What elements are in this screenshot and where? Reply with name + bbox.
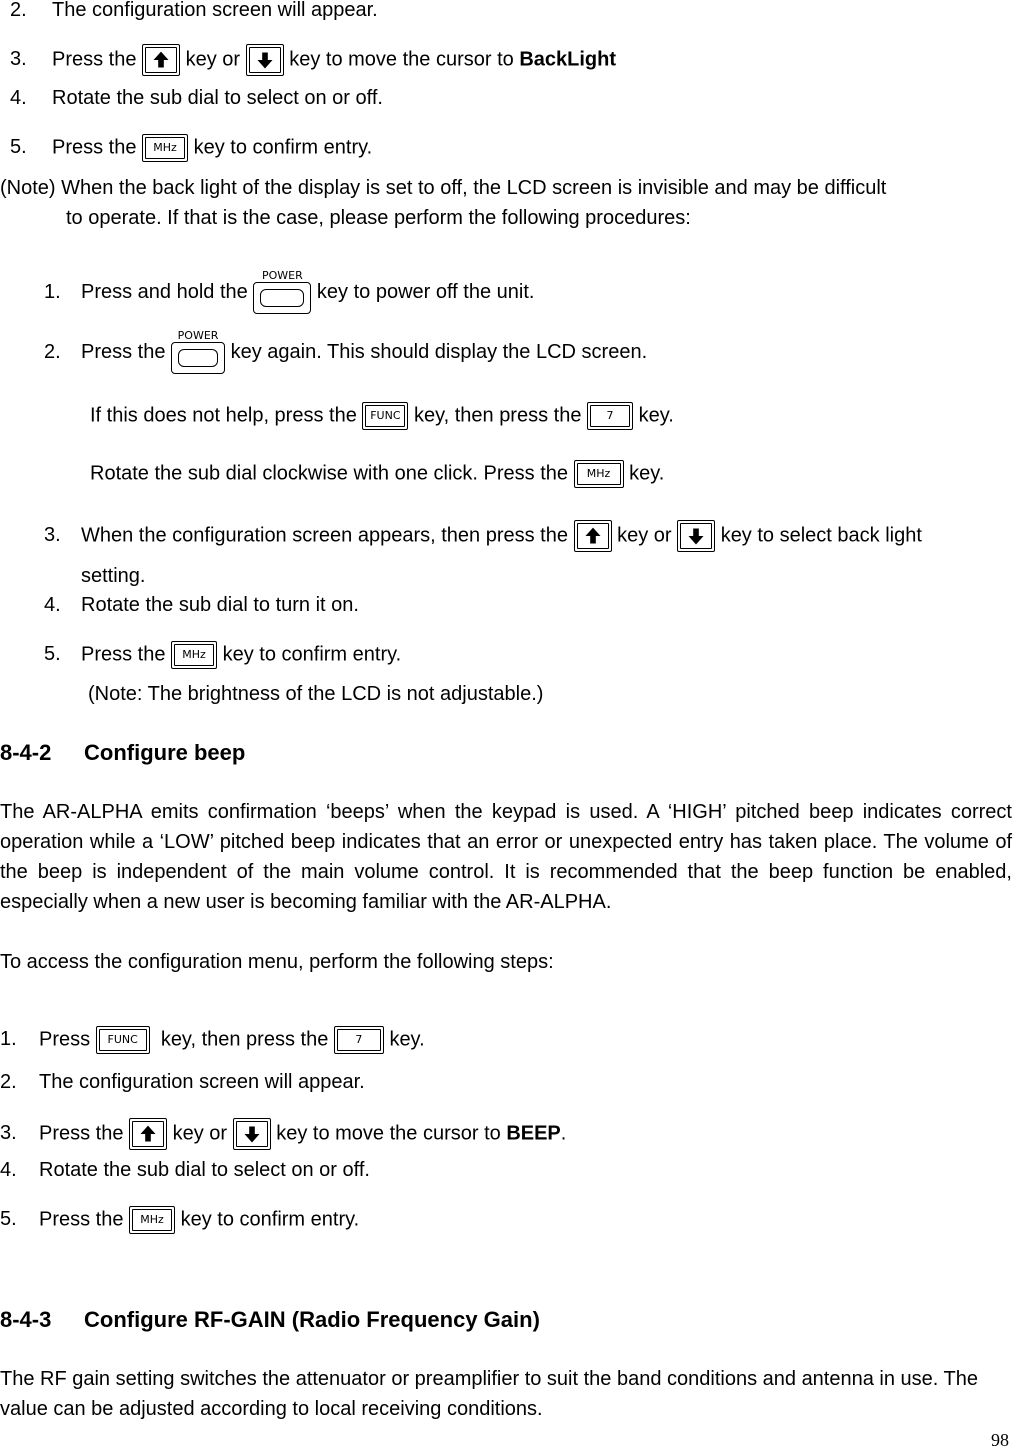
procedure-step-1 [44,270,534,314]
step-text: key again. This should display the LCD screen. [230,341,648,363]
step-text: key to confirm entry. [193,136,373,159]
brightness-note: (Note: The brightness of the LCD is not adjustable.) [88,683,544,705]
procedure-step-2 [44,330,647,374]
section-heading-beep [0,741,245,765]
step-text: The configuration screen will appear. [52,0,378,21]
page-number: 98 [991,1430,1009,1450]
step-text: key. [389,1028,425,1051]
step-number: 1. [0,1028,17,1051]
procedure-step-5 [44,641,401,669]
step-text: Press the [52,136,137,159]
step-text: key to power off the unit. [316,281,535,303]
seven-key-icon: 7 [334,1026,384,1054]
step-number: 3. [44,524,61,547]
step-text: key or [617,524,672,547]
step-number: 3. [0,1122,17,1145]
section-title: Configure beep [84,740,246,765]
func-key-icon: FUNC [362,402,408,430]
step-text: The configuration screen will appear. [39,1071,365,1093]
power-key-icon: POWER [253,270,311,314]
mhz-key-icon: MHz [574,460,624,488]
section-title: Configure RF-GAIN (Radio Frequency Gain) [84,1307,540,1332]
mhz-key-icon: MHz [129,1206,175,1234]
mhz-key-icon: MHz [171,641,217,669]
step-text: key or [185,48,241,71]
seven-key-icon: 7 [587,402,633,430]
up-arrow-key-icon [129,1118,167,1150]
note-line-1: (Note) When the back light of the display is set to off, the LCD screen is invisible and may be difficult [0,177,887,199]
menu-item-name: BEEP [506,1122,561,1145]
procedure-step-2-alt [90,402,674,430]
step-3 [10,44,616,76]
down-arrow-key-icon [233,1118,271,1150]
step-number: 4. [0,1159,17,1181]
mhz-key-icon: MHz [142,134,188,162]
step-text: key to confirm entry. [222,643,402,666]
step-text: Press the [39,1208,124,1231]
step-number: 5. [44,643,61,666]
beep-step-3 [0,1118,566,1150]
step-number: 5. [0,1208,17,1231]
func-key-icon: FUNC [96,1026,150,1054]
step-text: key. [638,404,674,427]
step-text: Rotate the sub dial to select on or off. [39,1159,370,1181]
step-text: Press and hold the [81,281,248,303]
step-text: key or [172,1122,228,1145]
step-text: key to move the cursor to [289,48,514,71]
beep-step-5 [0,1206,359,1234]
step-text: Press the [81,341,166,363]
procedure-step-3-continued: setting. [81,565,146,587]
step-4 [10,86,383,110]
power-key-icon: POWER [171,330,225,374]
procedure-step-2-dial [90,460,664,488]
step-text: Rotate the sub dial to select on or off. [52,87,383,109]
beep-step-1 [0,1026,425,1054]
up-arrow-key-icon [574,520,612,552]
up-arrow-key-icon [142,44,180,76]
step-number: 4. [44,594,61,616]
section-number: 8-4-2 [0,740,52,765]
section-number: 8-4-3 [0,1307,52,1332]
step-text: Press the [52,48,137,71]
step-text: . [560,1122,567,1145]
step-text: key to confirm entry. [180,1208,360,1231]
step-text: Press the [39,1122,124,1145]
step-5 [10,134,372,162]
procedure-step-3 [44,520,922,552]
down-arrow-key-icon [246,44,284,76]
step-number: 3. [10,48,27,71]
menu-item-name: BackLight [519,48,616,71]
step-number: 2. [0,1071,17,1093]
step-text: key. [629,462,665,485]
step-text: Press [39,1028,91,1051]
beep-description: The AR-ALPHA emits confirmation ‘beeps’ when the keypad is used. A ‘HIGH’ pitched beep indicates correct operation while a ‘LOW’ pitched beep indicates that an error or unexpected entry has taken place. The volume of the beep is independent of the main volume control. It is recommended that the beep function be enabled, especially when a new user is becoming familiar with the AR-ALPHA. [0,801,1012,913]
step-text: When the configuration screen appears, then press the [81,524,568,547]
step-number: 4. [10,87,27,109]
step-text: key, then press the [413,404,582,427]
rfgain-description: The RF gain setting switches the attenuator or preamplifier to suit the band conditions and antenna in use. The value can be adjusted according to local receiving conditions. [0,1368,978,1420]
note-line-2: to operate. If that is the case, please perform the following procedures: [66,207,691,229]
step-text: Rotate the sub dial to turn it on. [81,594,359,616]
step-text: key to select back light [720,524,922,547]
step-text: If this does not help, press the [90,404,357,427]
step-number: 1. [44,281,61,303]
step-text: Press the [81,643,166,666]
beep-intro: To access the configuration menu, perform the following steps: [0,951,554,973]
step-number: 2. [44,341,61,363]
procedure-step-4 [44,593,359,617]
beep-step-2 [0,1070,365,1094]
beep-step-4 [0,1158,370,1182]
down-arrow-key-icon [677,520,715,552]
step-text: key to move the cursor to [276,1122,501,1145]
step-text: Rotate the sub dial clockwise with one click. Press the [90,462,568,485]
step-number: 5. [10,136,27,159]
step-2 [10,0,378,22]
step-number: 2. [10,0,27,21]
section-heading-rfgain [0,1308,540,1332]
step-text: key, then press the [160,1028,329,1051]
